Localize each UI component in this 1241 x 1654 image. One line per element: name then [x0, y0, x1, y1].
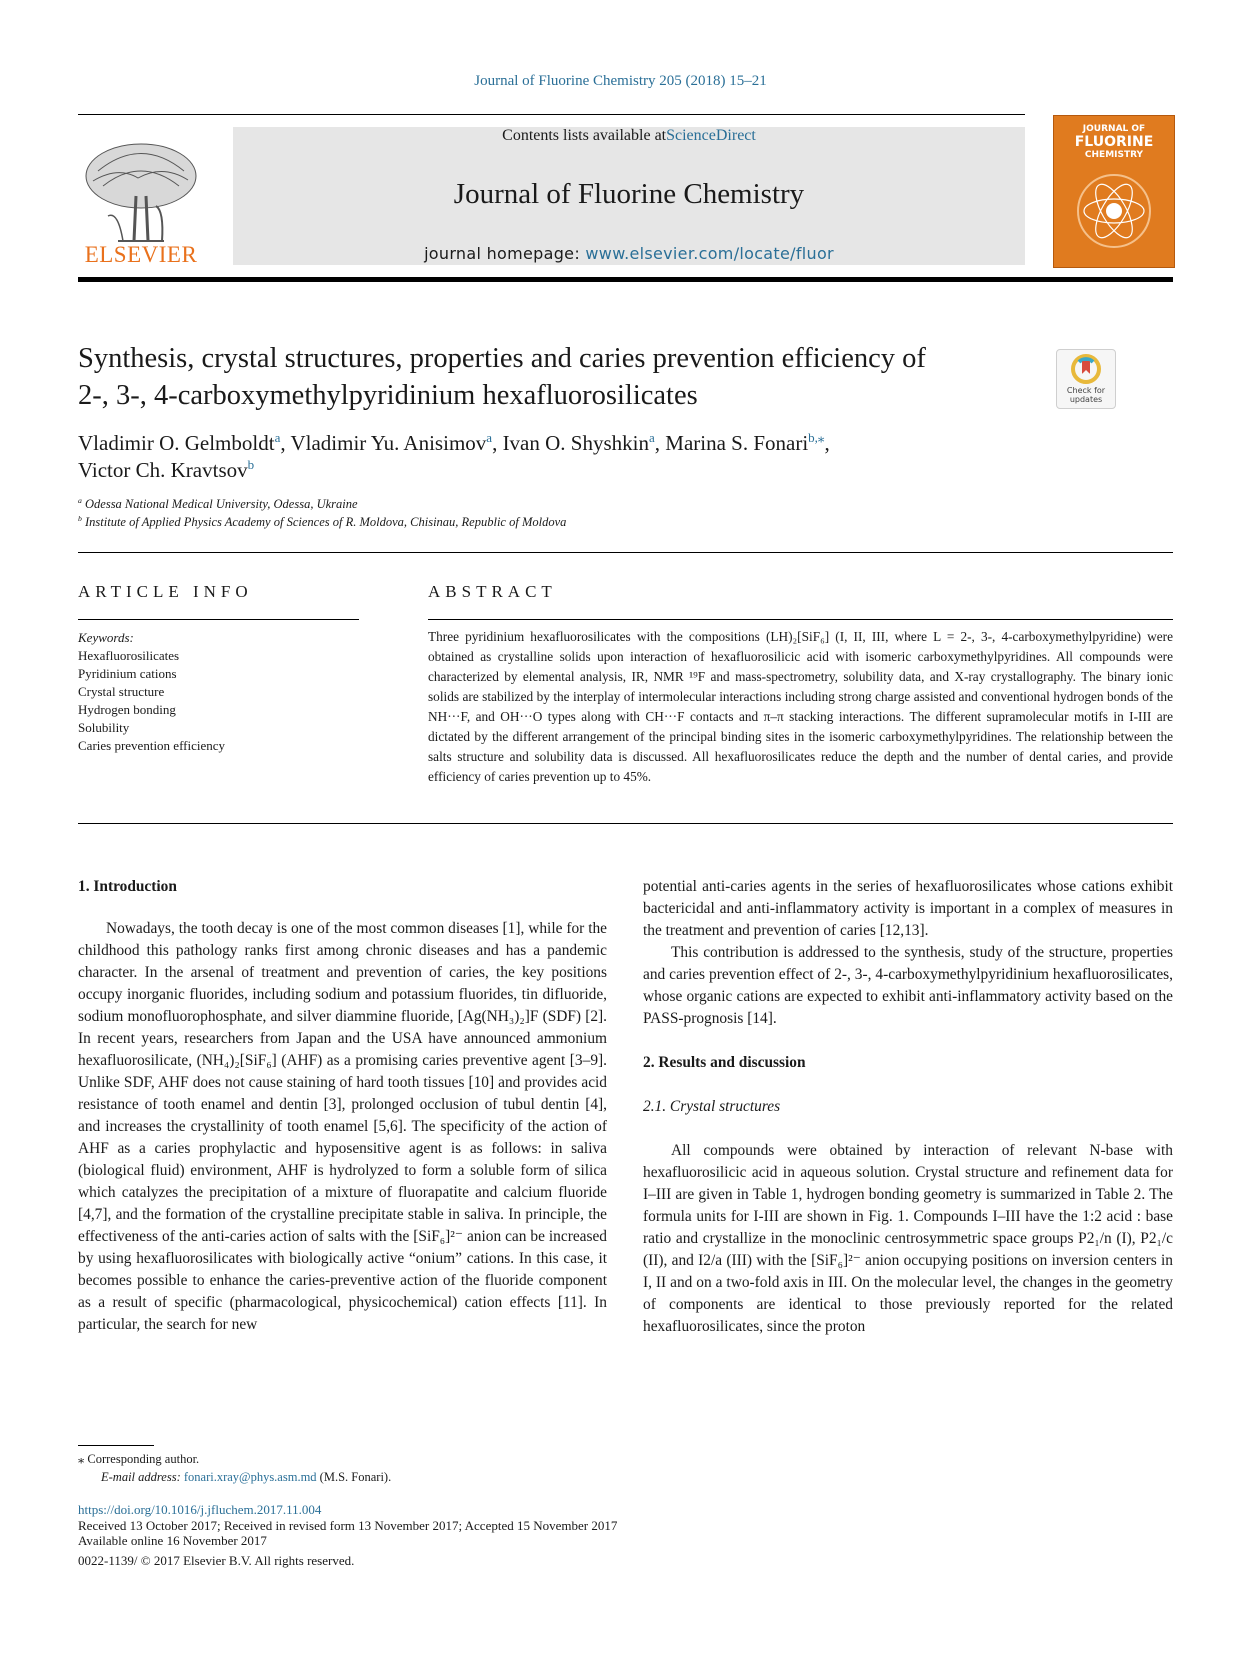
email-suffix: (M.S. Fonari). [316, 1470, 392, 1484]
homepage-link[interactable]: www.elsevier.com/locate/fluor [585, 244, 834, 263]
homepage-line [233, 244, 1025, 263]
abstract-heading: ABSTRACT [428, 582, 557, 601]
keywords-label: Keywords: [78, 630, 134, 645]
author-list: Vladimir O. Gelmboldt$^a$, Vladimir Yu. Anisimov$^a$, Ivan O. Shyshkin$^a$, Marina S. Fonari$^{b,⁎}$, Victor Ch. Kravtsov$^b$ [78, 430, 830, 482]
doi-link[interactable]: https://doi.org/10.1016/j.jfluchem.2017.11.004 [78, 1502, 322, 1517]
available-online: Available online 16 November 2017 [78, 1533, 267, 1548]
author-affiliation-mark[interactable]: a [486, 430, 493, 445]
abstract-text: Three pyridinium hexafluorosilicates with the compositions (LH)₂[SiF₆] (I, II, III, where L = 2-, 3-, 4-carboxymethylpyridine) were obtained as crystalline solids upon interaction of hexafluorosilicic acid with isomeric carboxymethylpyridines. All compounds were characterized by elemental analysis, IR, NMR ¹⁹F and mass-spectrometry, solubility data, and X-ray crystallography. The binary ionic solids are stabilized by the interplay of intermolecular interactions including strong charge assisted and conventional hydrogen bonds of the NH···F, and OH···O types along with CH···F contacts and π–π stacking interactions. The different supramolecular motifs in I-III are dictated by the different arrangement of the principal binding sites in the isomeric carboxymethylpyridines. The relationship between the salts structure and solubility data is discussed. All hexafluorosilicates reduce the depth and the number of dental caries, and provide efficiency of caries prevention up to 45%. [428, 629, 1173, 784]
homepage-prefix: journal homepage: [424, 244, 586, 263]
sciencedirect-link[interactable]: ScienceDirect [666, 127, 756, 144]
received-dates: Received 13 October 2017; Received in revised form 13 November 2017; Accepted 15 November 2017 [78, 1518, 618, 1533]
journal-citation[interactable]: Journal of Fluorine Chemistry 205 (2018) 15–21 [474, 73, 767, 89]
affiliation-mark: a [78, 495, 82, 505]
cover-line-2: FLUORINE [1074, 134, 1154, 150]
corresponding-author-note: ⁎ Corresponding author. [78, 1452, 200, 1466]
author-affiliation-mark[interactable]: a [648, 430, 655, 445]
section-2-heading: 2. Results and discussion [643, 1054, 806, 1071]
contents-prefix: Contents lists available at [502, 127, 667, 144]
check-for-updates-badge[interactable] [1056, 349, 1116, 409]
author [290, 431, 492, 455]
author-affiliation-mark[interactable]: b [247, 457, 255, 472]
abstract-rule [428, 619, 1173, 620]
author [78, 431, 280, 455]
abstract-end-rule [78, 823, 1173, 824]
crossmark-label [1057, 386, 1115, 404]
author-name: Vladimir Yu. Anisimov [290, 431, 487, 455]
affiliation-rule [78, 552, 1173, 553]
header-rule [78, 114, 1025, 115]
footnote-rule [78, 1445, 154, 1446]
affiliation-text: Odessa National Medical University, Odessa, Ukraine [85, 497, 358, 511]
contents-line [233, 127, 1025, 145]
cover-line-1: JOURNAL OF [1082, 124, 1146, 134]
author-affiliation-mark[interactable]: a [274, 430, 281, 445]
author-name: Marina S. Fonari [665, 431, 809, 455]
cover-line-3: CHEMISTRY [1084, 150, 1144, 160]
author [503, 431, 655, 455]
body-left-column [78, 876, 607, 1336]
atom-icon [1074, 171, 1154, 251]
title-line-2: 2-, 3-, 4-carboxymethylpyridinium hexafluorosilicates [78, 380, 698, 411]
affiliation-text: Institute of Applied Physics Academy of Sciences of R. Moldova, Chisinau, Republic of Moldova [85, 515, 567, 529]
keyword: Caries prevention efficiency [78, 738, 226, 753]
keyword: Hydrogen bonding [78, 702, 176, 717]
journal-title: Journal of Fluorine Chemistry [453, 178, 805, 210]
intro-paragraph-1: Nowadays, the tooth decay is one of the most common diseases [1], while for the childhood this pathology ranks first among chronic diseases and has a pandemic character. In the arsenal of treatment and prevention of caries, the key positions occupy inorganic fluorides, including sodium and potassium fluorides, tin difluoride, sodium monofluorophosphate, and silver diammine fluoride, [Ag(NH₃)₂]F (SDF) [2]. In recent years, researchers from Japan and the USA have announced ammonium hexafluorosilicate, (NH₄)₂[SiF₆] (AHF) as a promising caries preventive agent [3–9]. Unlike SDF, AHF does not cause staining of hard tooth tissues [10] and provides acid resistance of tooth enamel and dentin [3], prolonged occlusion of tubul dentin [4], and increases the crystallinity of tooth enamel [5,6]. The specificity of the action of AHF as a caries prophylactic and hyposensitive agent is as follows: in saliva (biological fluid) environment, AHF is hydrolyzed to form a soluble form of silica which catalyzes the precipitation of a mixture of fluorapatite and calcium fluoride [4,7], and the formation of the crystalline precipitate stable in saliva. In principle, the effectiveness of the anti-caries action of salts with the [SiF₆]²⁻ anion can be increased by using hexafluorosilicates with biologically active “onium” cations. In this case, it becomes possible to enhance the caries-preventive action of the fluoride component as a result of specific (pharmacological, physicochemical) cation effects [11]. In particular, the search for new [78, 920, 607, 1333]
article-title [78, 340, 1028, 414]
author [78, 458, 254, 482]
affiliation [78, 497, 358, 512]
title-line-1: Synthesis, crystal structures, properties and caries prevention efficiency of [78, 343, 926, 374]
intro-paragraph-2: potential anti-caries agents in the series of hexafluorosilicates whose cations exhibit bactericidal and anti-inflammatory activity is important in a complex of measures in the treatment and prevention of caries [12,13]. [643, 878, 1173, 939]
keyword: Hexafluorosilicates [78, 648, 180, 663]
section-1-heading: 1. Introduction [78, 878, 177, 895]
publisher-name: ELSEVIER [84, 242, 198, 267]
email-label: E-mail address: [101, 1470, 184, 1484]
keyword: Crystal structure [78, 684, 165, 699]
affiliation-mark: b [78, 513, 82, 523]
masthead-rule [78, 277, 1173, 282]
keywords-block [78, 629, 358, 755]
article-info-heading: ARTICLE INFO [78, 582, 253, 601]
journal-cover-thumbnail [1053, 115, 1175, 268]
section-2-1-heading: 2.1. Crystal structures [643, 1098, 781, 1115]
crossmark-icon [1071, 354, 1101, 384]
keyword: Pyridinium cations [78, 666, 177, 681]
author [665, 431, 824, 455]
affiliation [78, 515, 566, 530]
email-link[interactable]: fonari.xray@phys.asm.md [183, 1470, 317, 1484]
author-name: Ivan O. Shyshkin [502, 431, 649, 455]
intro-paragraph-3: This contribution is addressed to the synthesis, study of the structure, properties and caries prevention effect of 2-, 3-, 4-carboxymethylpyridinium hexafluorosilicates, whose organic cations are expected to exhibit anti-inflammatory activity based on the PASS-prognosis [14]. [643, 944, 1173, 1027]
author-name: Victor Ch. Kravtsov [78, 458, 248, 482]
article-info-rule [78, 619, 359, 620]
body-right-column [643, 876, 1173, 1338]
keyword: Solubility [78, 720, 130, 735]
author-name: Vladimir O. Gelmboldt [78, 431, 275, 455]
results-paragraph-1: All compounds were obtained by interaction of relevant N-base with hexafluorosilicic acid in aqueous solution. Crystal structure and refinement data for I–III are given in Table 1, hydrogen bonding geometry is summarized in Table 2. The formula units for I-III are shown in Fig. 1. Compounds I–III have the 1:2 acid : base ratio and crystallize in the monoclinic centrosymmetric space groups P2₁/n (I), P2₁/c (II), and I2/a (III) with the [SiF₆]²⁻ anion occupying positions on inversion centers in I, II and on a two-fold axis in III. On the molecular level, the changes in the geometry of components are identical to those previously reported for the related hexafluorosilicates, since the proton [643, 1142, 1173, 1335]
email-note [101, 1469, 391, 1486]
copyright: 0022-1139/ © 2017 Elsevier B.V. All rights reserved. [78, 1553, 355, 1568]
crossmark-line-1: Check for [1066, 386, 1106, 395]
crossmark-line-2: updates [1069, 395, 1103, 404]
author-affiliation-mark[interactable]: b,⁎ [808, 430, 825, 445]
journal-masthead [233, 127, 1025, 265]
